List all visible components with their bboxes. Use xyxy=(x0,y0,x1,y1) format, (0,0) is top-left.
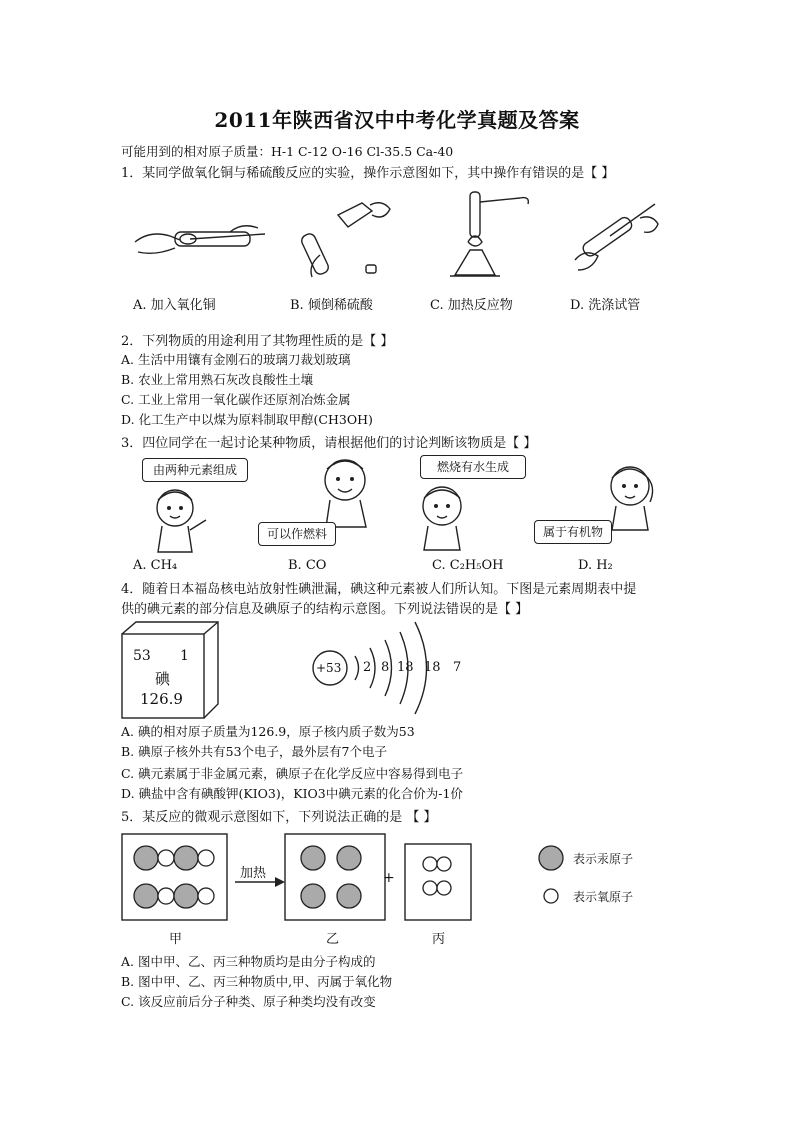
speech-bubble-2: 可以作燃料 xyxy=(258,522,336,546)
q1-d-image xyxy=(570,200,670,280)
q2-option-b: B. 农业上常用熟石灰改良酸性土壤 xyxy=(121,372,314,387)
q5-option-a: A. 图中甲、乙、丙三种物质均是由分子构成的 xyxy=(121,954,376,969)
atom-nucleus: +53 xyxy=(316,661,342,675)
girl-1-image xyxy=(140,480,240,560)
question-2: 2．下列物质的用途利用了其物理性质的是【 】 xyxy=(121,334,394,349)
q1-caption-d: D. 洗涤试管 xyxy=(570,298,641,313)
element-mass: 126.9 xyxy=(140,690,183,708)
box-label-bing: 丙 xyxy=(432,932,446,947)
question-4-line-2: 供的碘元素的部分信息及碘原子的结构示意图。下列说法错误的是【 】 xyxy=(121,602,529,617)
q1-caption-b: B. 倾倒稀硫酸 xyxy=(290,298,373,313)
q1-a-image xyxy=(130,212,270,272)
q4-option-c: C. 碘元素属于非金属元素，碘原子在化学反应中容易得到电子 xyxy=(121,766,464,781)
plus-sign: + xyxy=(383,870,395,886)
question-1: 1．某同学做氧化铜与稀硫酸反应的实验，操作示意图如下，其中操作有错误的是【 】 xyxy=(121,166,615,181)
shell-5-electrons: 7 xyxy=(453,660,462,675)
q1-c-image xyxy=(440,190,540,290)
q4-option-d: D. 碘盐中含有碘酸钾(KIO3)，KIO3中碘元素的化合价为-1价 xyxy=(121,786,463,801)
question-4-line-1: 4．随着日本福岛核电站放射性碘泄漏，碘这种元素被人们所认知。下图是元素周期表中提 xyxy=(121,582,637,597)
reaction-shapes xyxy=(120,830,680,940)
shell-4-electrons: 18 xyxy=(424,660,441,675)
q2-option-a: A. 生活中用镶有金刚石的玻璃刀裁划玻璃 xyxy=(121,352,351,367)
shell-3-electrons: 18 xyxy=(397,660,414,675)
box-label-jia: 甲 xyxy=(169,932,183,947)
q1-caption-a: A. 加入氧化铜 xyxy=(133,298,216,313)
q3-caption-a: A. CH₄ xyxy=(133,558,178,573)
q4-option-b: B. 碘原子核外共有53个电子，最外层有7个电子 xyxy=(121,744,387,759)
q3-caption-c: C. C₂H₅OH xyxy=(432,558,504,573)
shell-1-electrons: 2 xyxy=(363,660,372,675)
q3-caption-d: D. H₂ xyxy=(578,558,613,573)
question-3: 3．四位同学在一起讨论某种物质，请根据他们的讨论判断该物质是【 】 xyxy=(121,436,537,451)
legend-mercury: 表示汞原子 xyxy=(573,852,634,866)
shell-2-electrons: 8 xyxy=(381,660,390,675)
q4-option-a: A. 碘的相对原子质量为126.9，原子核内质子数为53 xyxy=(121,724,415,739)
legend-oxygen: 表示氧原子 xyxy=(573,890,634,904)
element-name: 碘 xyxy=(155,670,171,688)
q1-b-image xyxy=(300,195,400,280)
speech-bubble-1: 由两种元素组成 xyxy=(142,458,248,482)
question-5: 5．某反应的微观示意图如下，下列说法正确的是 【 】 xyxy=(121,810,437,825)
box-label-yi: 乙 xyxy=(326,932,340,947)
q2-option-d: D. 化工生产中以煤为原料制取甲醇(CH3OH) xyxy=(121,412,373,427)
element-number: 53 xyxy=(133,648,151,664)
boy-1-image xyxy=(300,455,390,530)
boy-2-image xyxy=(412,478,492,553)
speech-bubble-4: 属于有机物 xyxy=(534,520,612,544)
q5-option-c: C. 该反应前后分子种类、原子种类均没有改变 xyxy=(121,994,376,1009)
q5-option-b: B. 图中甲、乙、丙三种物质中,甲、丙属于氧化物 xyxy=(121,974,393,989)
q3-caption-b: B. CO xyxy=(288,558,327,573)
page-title: 2011年陕西省汉中中考化学真题及答案 xyxy=(214,108,580,132)
q2-option-c: C. 工业上常用一氧化碳作还原剂冶炼金属 xyxy=(121,392,351,407)
element-valence: 1 xyxy=(180,648,189,664)
arrow-label: 加热 xyxy=(240,866,267,881)
q1-caption-c: C. 加热反应物 xyxy=(430,298,513,313)
speech-bubble-3: 燃烧有水生成 xyxy=(420,455,526,479)
atomic-masses: 可能用到的相对原子质量：H-1 C-12 O-16 Cl-35.5 Ca-40 xyxy=(121,144,454,159)
